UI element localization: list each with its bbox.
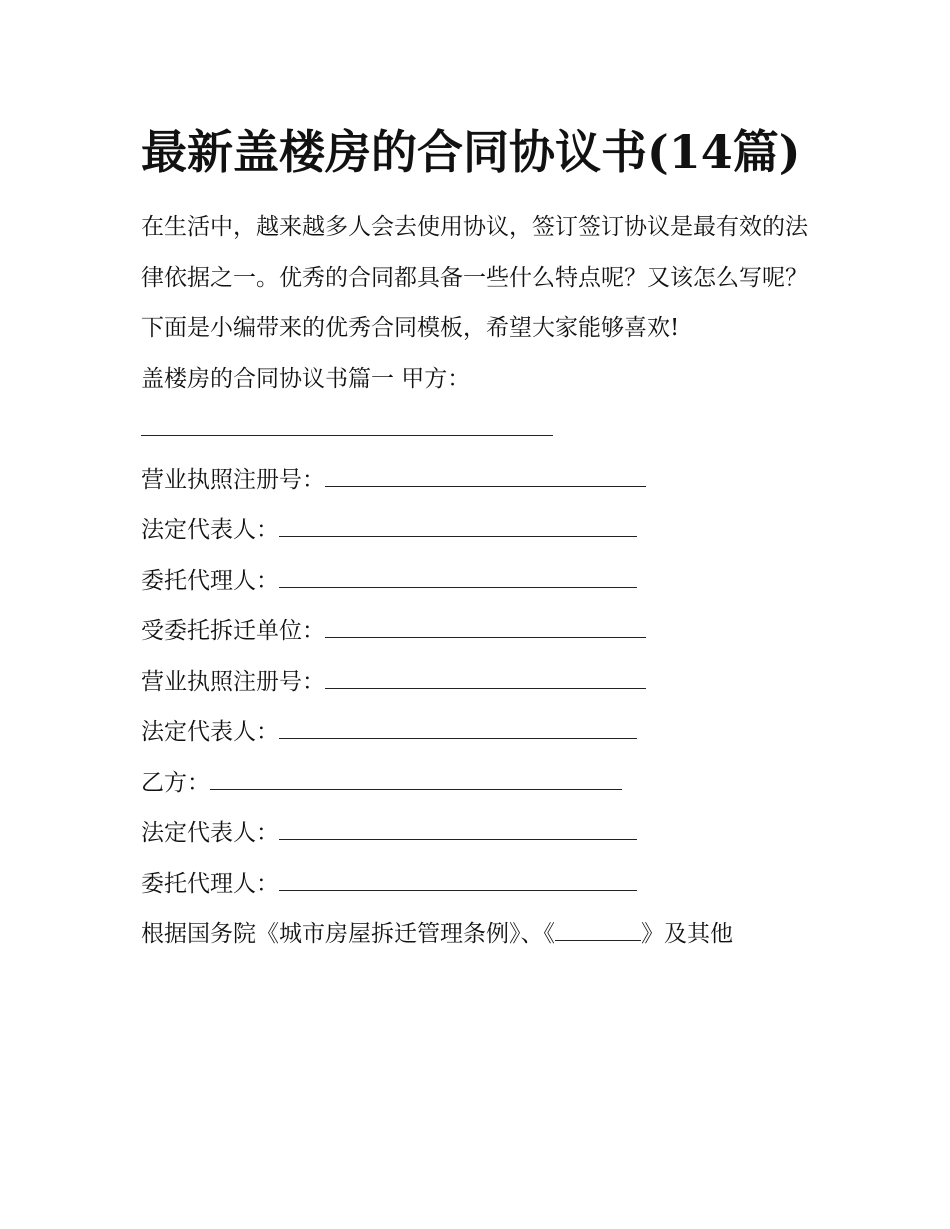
license-no-label: 营业执照注册号： [141,668,325,695]
agent-label: 委托代理人： [141,870,279,897]
legal-rep-label: 法定代表人： [141,517,279,543]
party-b-line [141,758,821,809]
agent-blank [279,567,637,588]
license-no-line-2 [141,657,821,708]
regulation-prefix: 根据国务院《城市房屋拆迁管理条例》、《 [141,921,555,947]
document-page [141,112,821,960]
section-heading: 盖楼房的合同协议书篇一 甲方： [141,365,471,392]
license-no-blank [325,466,646,487]
party-b-label: 乙方： [141,769,210,796]
agent-line-2 [141,859,821,910]
legal-rep-label: 法定代表人： [141,719,279,745]
agent-label: 委托代理人： [141,567,279,594]
legal-rep-blank [279,516,637,537]
legal-rep-label: 法定代表人： [141,820,279,846]
agent-line-1 [141,556,821,607]
party-a-name-blank [141,415,553,436]
regulation-suffix: 》及其他 [641,921,733,947]
document-title: 最新盖楼房的合同协议书(14篇) [141,125,801,179]
license-no-line-1 [141,455,821,506]
agent-blank [279,870,637,891]
entrusted-unit-blank [325,617,646,638]
party-b-blank [210,769,622,790]
legal-rep-line-2 [141,707,821,758]
regulation-line [141,909,821,960]
party-a-blank-line [141,404,821,455]
legal-rep-line-1 [141,505,821,556]
license-no-blank [325,668,646,689]
intro-paragraph: 在生活中，越来越多人会去使用协议，签订签订协议是最有效的法律依据之一。优秀的合同都具备一些什么特点呢？又该怎么写呢？下面是小编带来的优秀合同模板，希望大家能够喜欢! [141,214,808,341]
legal-rep-blank [279,718,637,739]
legal-rep-line-3 [141,808,821,859]
regulation-blank [555,920,641,941]
entrusted-unit-label: 受委托拆迁单位： [141,618,325,644]
entrusted-unit-line [141,606,821,657]
legal-rep-blank [279,819,637,840]
license-no-label: 营业执照注册号： [141,466,325,493]
